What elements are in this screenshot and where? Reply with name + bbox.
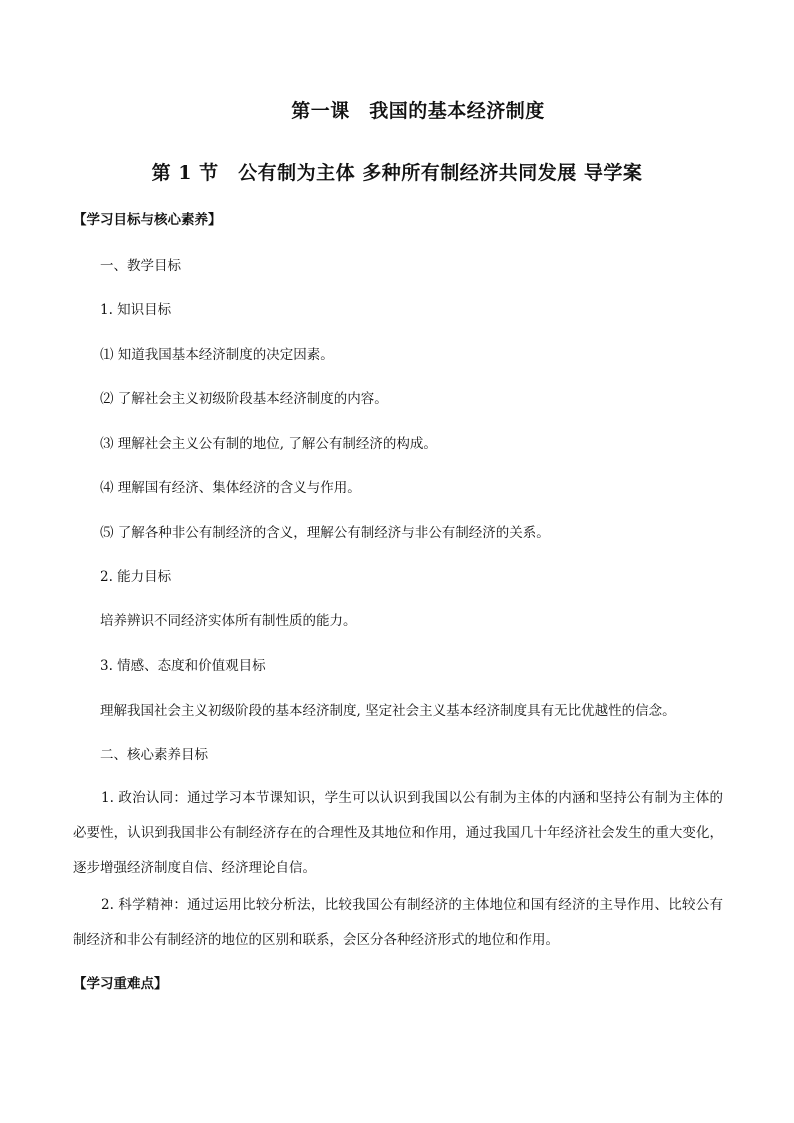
emotion-goal-title: 3. 情感、态度和价值观目标 <box>100 658 266 674</box>
knowledge-item-5: ⑸ 了解各种非公有制经济的含义，理解公有制经济与非公有制经济的关系。 <box>100 525 550 541</box>
knowledge-item-1: ⑴ 知道我国基本经济制度的决定因素。 <box>100 347 334 363</box>
knowledge-item-2: ⑵ 了解社会主义初级阶段基本经济制度的内容。 <box>100 391 388 407</box>
section-subtitle: 第 1 节 公有制为主体 多种所有制经济共同发展 导学案 <box>151 162 643 184</box>
ability-goal-title: 2. 能力目标 <box>100 569 172 585</box>
part2-heading: 二、核心素养目标 <box>100 747 208 763</box>
ability-goal-text: 培养辨识不同经济实体所有制性质的能力。 <box>100 613 357 629</box>
core-literacy-paragraph-2: 2. 科学精神：通过运用比较分析法，比较我国公有制经济的主体地位和国有经济的主导作用、比较公有制经济和非公有制经济的地位的区别和联系，会区分各种经济形式的地位和作用。 <box>73 897 723 948</box>
heading-objectives: 【学习目标与核心素养】 <box>73 212 222 228</box>
knowledge-item-4: ⑷ 理解国有经济、集体经济的含义与作用。 <box>100 480 361 496</box>
core-literacy-paragraph-1: 1. 政治认同：通过学习本节课知识，学生可以认识到我国以公有制为主体的内涵和坚持公有制为主体的必要性，认识到我国非公有制经济存在的合理性及其地位和作用，通过我国几十年经济社会发生的重大变化，逐步增强经济制度自信、经济理论自信。 <box>73 790 723 876</box>
heading-key-points: 【学习重难点】 <box>73 976 168 992</box>
emotion-goal-text: 理解我国社会主义初级阶段的基本经济制度, 坚定社会主义基本经济制度具有无比优越性的信念。 <box>100 703 676 719</box>
part1-heading: 一、教学目标 <box>100 258 181 274</box>
lesson-title: 第一课 我国的基本经济制度 <box>291 100 545 122</box>
knowledge-item-3: ⑶ 理解社会主义公有制的地位, 了解公有制经济的构成。 <box>100 436 437 452</box>
knowledge-goal-title: 1. 知识目标 <box>100 302 172 318</box>
